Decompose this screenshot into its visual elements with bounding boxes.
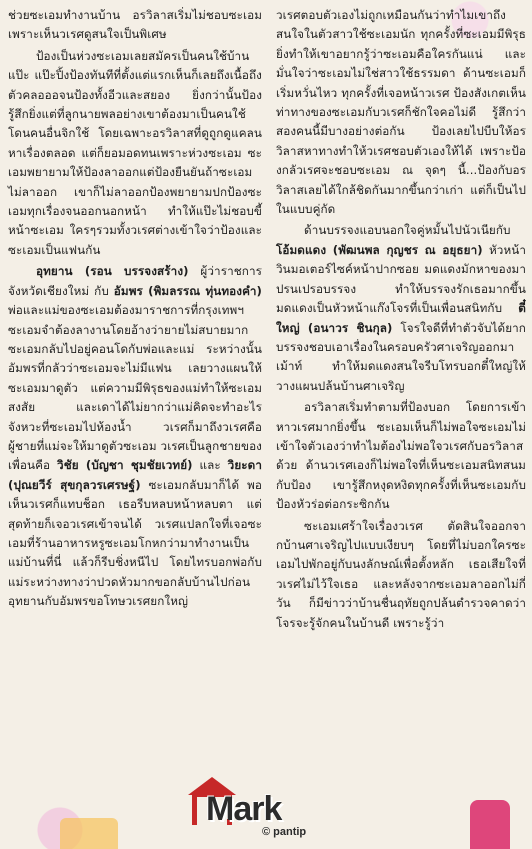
bold-name-run: อุทยาน (รอน บรรจงสร้าง) — [36, 264, 189, 279]
text-run: ป้องเป็นห่วงซะเอมเลยสมัครเป็นคนใช้บ้านแป๊ะ แป๊ะปิ้งป้องทันทีที่ตั้งแต่แรกเห็นก็เลยถึงเนื้อถึงตัวคลอออจนป้องทั้งอีวและสยอง ยิ่งกว่านั้นป้องรู้สึกยิ่งแต่ที่ลูกนายพลอย่างเขาต้องมาเป็นคนใช้ โดนคนอื่นจิกใช้ โดยเฉพาะอรวิลาสที่ดูถูกดูแคลนหาเรื่องตลอด แต่ก็ยอมอดทนเพราะห่วงซะเอม ซะเอมพยายามให้ป้องลาออกแต่ป้องยืนยันถ้าซะเอมไม่ลาออก เขาก็ไม่ลาออกป้องพยายามปกป้องซะเอมทุกเรื่องจนออกนอกหน้า ทำให้แป๊ะไม่ชอบขี้หน้าซะเอม ใครๆรวมทั้งวเรศต่างเข้าใจว่าป้องและซะเอมเป็นแฟนกัน — [8, 48, 262, 257]
text-run: ผู้ว่าราชการจังหวัดเชียงใหม่ กับ — [8, 264, 262, 298]
paragraph — [8, 262, 262, 611]
bold-name-run: โอ้มดแดง (พัฒนพล กุญชร ณ อยุธยา) — [276, 242, 483, 257]
text-run: พ่อและแม่ของซะเอมต้องมาราชการที่กรุงเทพฯ ซะเอมจำต้องลางานโดยอ้างว่ายายไม่สบายมาก ซะเอมกลับไปอยู่คอนโดกับพ่อและแม่ ระหว่างนั้นอัมพรที่กลัวว่าซะเอมจะไม่มีแฟน เลยวางแผนให้ซะเอมมาดูตัว แต่ความมีพิรุธของแม่ทำให้ซะเอมสงสัย และเดาได้ไม่ยากว่าแม่คิดจะทำอะไร จังหวะที่ซะเอมไปห้องน้ำ วเรศก็มาถึงวเรศคือผู้ชายที่แม่จะให้มาดูตัวซะเอม วเรศเป็นลูกชายของเพื่อนคือ — [8, 303, 262, 473]
text-run: ด้านบรรจงแอบนอกใจคู่หมั้นไปนัวเนียกับ — [304, 223, 511, 238]
text-run: ซะเอมเศร้าใจเรื่องวเรศ ตัดสินใจออกจากบ้านศาเจริญไปแบบเงียบๆ โดยที่ไม่บอกใครซะเอมไปพักอยู่กับนงลักษณ์เพื่อตั้งหลัก เธอเสียใจที่วเรศไม่ไว้ใจเธอ และหลังจากซะเอมลาออกไม่กี่วัน ก็มีข่าวว่าบ้านชื่นฤทัยถูกปล้นตำรวจคาดว่าโจรจะรู้จักคนในบ้านดี เพราะรู้ว่า — [276, 518, 526, 630]
pantip-watermark — [192, 782, 340, 842]
watermark-brand: Mark — [206, 790, 282, 828]
paragraph — [8, 47, 262, 260]
paragraph — [276, 221, 526, 396]
text-run: วเรศตอบตัวเองไม่ถูกเหมือนกันว่าทำไมเขาถึงสนใจในตัวสาวใช้ซะเอมนัก ทุกครั้งที่ซะเอมมีพิรุธ ยิ่งทำให้เขาอยากรู้ว่าซะเอมคือใครกันแน่ และมั่นใจว่าซะเอมไม่ใช่สาวใช้ธรรมดา ด้านซะเอมก็เริ่มหวั่นไหว ทุกครั้งที่เจอหน้าวเรศ ป้องสังเกตเห็นท่าทางของซะเอมกับวเรศก็ชักใจคอไม่ดี รู้สึกว่าสองคนนี้มีบางอย่างต่อกัน ป้องเลยไปบีบให้อรวิลาสหาทางทำให้วเรศชอบตัวเองให้ได้ เพราะป้องกลัวเรศจะชอบซะเอม ณ จุดๆ นี้...ป้องกับอรวิลาสเลยได้ใกล้ชิดกันมากขึ้นกว่าเก่า แต่ก็เป็นไปในแบบคู่กัด — [276, 8, 526, 217]
bottle-decoration — [470, 800, 510, 849]
cake-decoration — [60, 818, 118, 849]
text-run: ช่วยซะเอมทำงานบ้าน อรวิลาสเริ่มไม่ชอบซะเอมเพราะเห็นวเรศดูสนใจเป็นพิเศษ — [8, 8, 262, 42]
left-column — [8, 6, 262, 612]
text-run: โจรใจดีที่ทำตัวจับได้ยาก บรรจงชอบเอาเรื่องในครอบครัวศาเจริญออกมาเม้าท์ ทำให้มดแดงสนใจรีบโทรบอกตี๋ใหญ่ให้วางแผนปล้นบ้านศาเจริญ — [276, 320, 526, 393]
bold-name-run: วิชัย (บัญชา ชุมชัยเวทย์) — [57, 458, 193, 473]
paragraph — [276, 517, 526, 633]
paragraph — [276, 6, 526, 219]
text-run: หัวหน้าวินมอเตอร์ไซค์หน้าปากซอย มดแดงมักหาของมาปรนเปรอบรรจง ทำให้บรรจงรักเธอมากขึ้นมดแดงเป็นหัวหน้าแก๊งโจรที่เป็นเพื่อนสนิทกับ — [276, 242, 526, 316]
text-run: และ — [192, 458, 228, 473]
bold-name-run: อัมพร (พิมลรรณ ทุ่นทองคำ) — [113, 283, 262, 298]
right-column — [276, 6, 526, 633]
watermark-sub: © pantip — [262, 826, 307, 838]
paragraph — [8, 6, 262, 45]
text-run: อรวิลาสเริ่มทำตามที่ป้องบอก โดยการเข้าหาวเรศมากยิ่งขึ้น ซะเอมเห็นก็ไม่พอใจซะเอมไม่เข้าใจตัวเองว่าทำไมต้องไม่พอใจวเรศกับอรวิลาสด้วย ด้านวเรศเองก็ไม่พอใจที่เห็นซะเอมสนิทสนมกับป้อง เขารู้สึกหงุดหงิดทุกครั้งที่เห็นซะเอมกับป้องหัวร่อต่อกระซิกกัน — [276, 400, 526, 512]
text-run: ซะเอมกลับมาก็ได้ พอเห็นวเรศก็แทบช็อก เธอรีบหลบหน้าหลบตา แต่สุดท้ายก็เจอวเรศเข้าจนได้ วเรศแปลกใจที่เจอซะเอมที่ร้านอาหารหรูซะเอมโกหกว่ามาทำงานเป็นแม่บ้านที่นี่ แล้วก็รีบชิ่งหนีไป โดยไทรบอกพ่อกับแม่ระหว่างทางว่าปวดหัวมากขอกลับบ้านไปก่อน อุทยานกับอัมพรขอโทษวเรศยกใหญ่ — [8, 477, 262, 609]
paragraph — [276, 398, 526, 514]
bold-name-run: วิยะดา (ปุณยวีร์ สุขกุลวรเศรษฐ์) — [8, 458, 262, 492]
bold-name-run: ตี๋ใหญ่ (อนาวร ชินกุล) — [276, 301, 526, 335]
